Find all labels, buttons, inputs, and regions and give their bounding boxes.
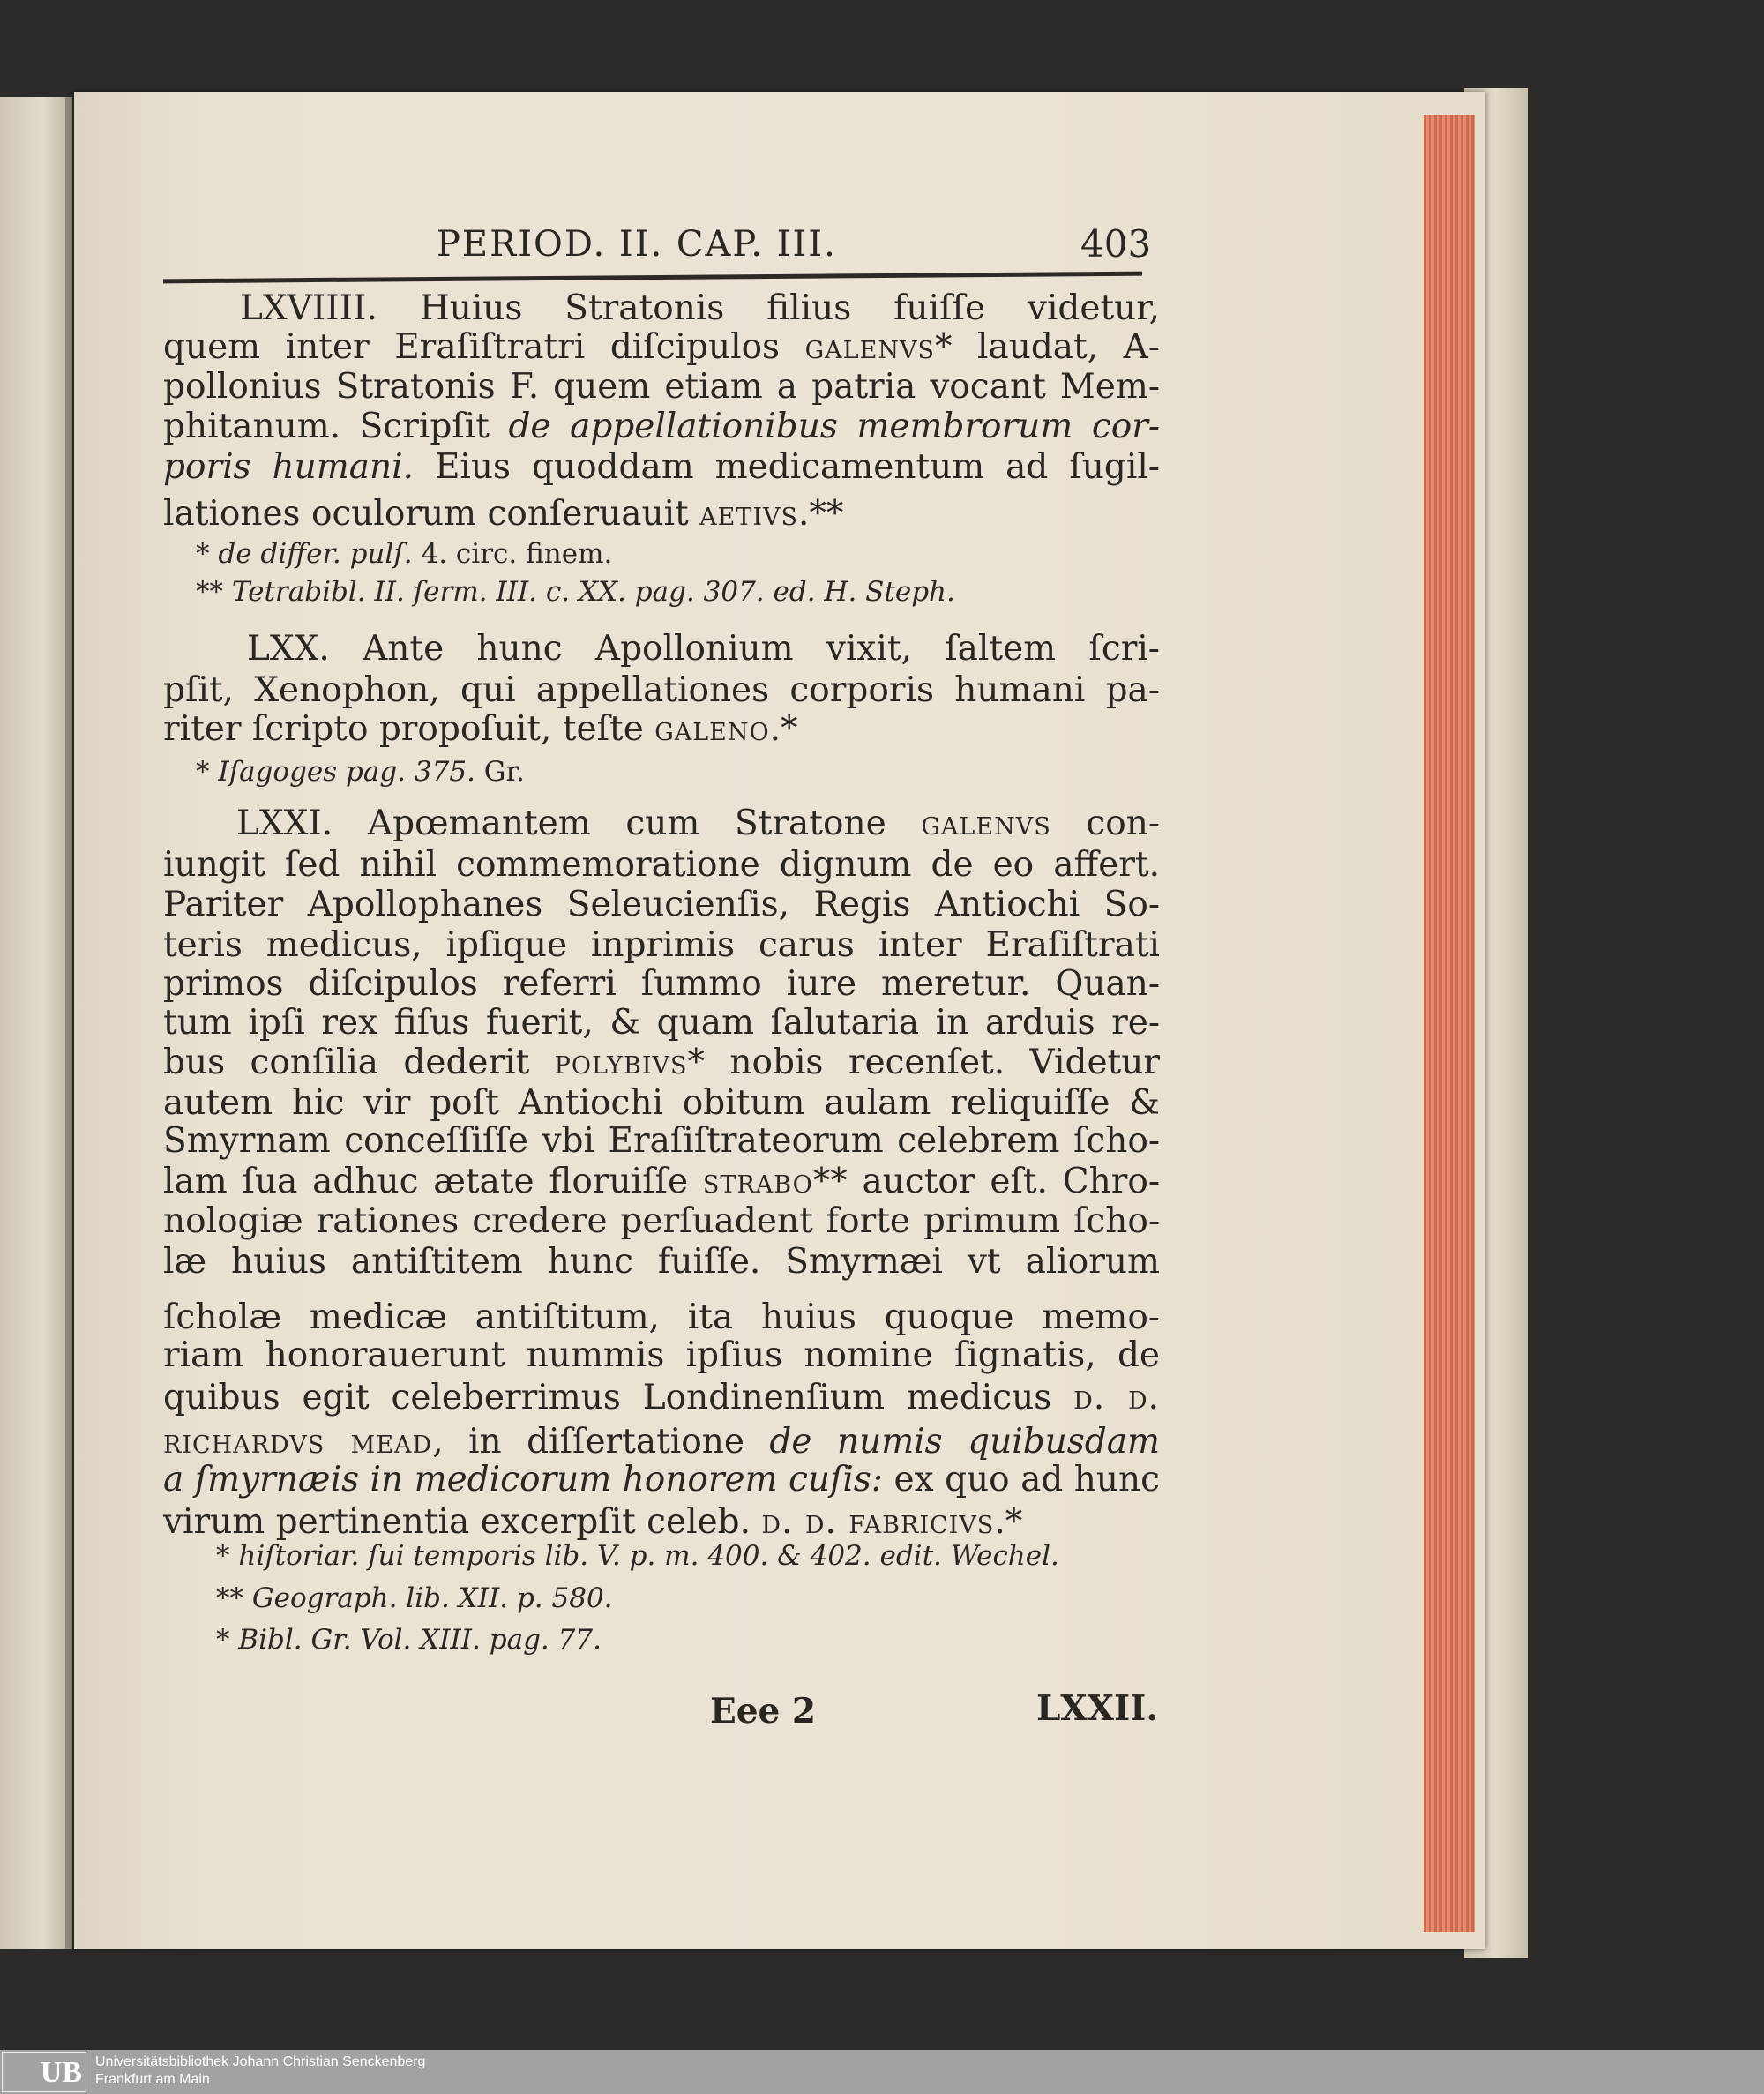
text-segment: , in diſſertatione xyxy=(432,1422,770,1462)
text-segment: LXVIIII. xyxy=(240,288,420,328)
red-page-edges xyxy=(1424,115,1475,1932)
text-segment: riter ſcripto propoſuit, teſte xyxy=(163,709,655,749)
text-segment: de appellationibus membrorum cor- xyxy=(508,407,1160,446)
text-line xyxy=(163,924,1160,968)
text-line xyxy=(163,843,1160,887)
author-name: richardvs mead xyxy=(163,1422,433,1462)
text-segment: phitanum. Scripſit xyxy=(163,407,509,446)
text-segment: lationes oculorum conſeruauit xyxy=(163,494,700,534)
footnote-line xyxy=(196,570,955,614)
author-name: d. d. fabricivs xyxy=(761,1502,995,1542)
text-line xyxy=(163,883,1160,927)
text-segment: virum pertinentia excerpſit celeb. xyxy=(163,1502,762,1542)
library-name: Universitätsbibliothek Johann Christian Senckenberg xyxy=(95,2054,426,2069)
author-name: d. d. xyxy=(1073,1378,1160,1417)
text-line xyxy=(163,1334,1160,1378)
footnote-line xyxy=(216,1534,1059,1578)
text-segment: quibus egit celeberrimus Londinenſium medicus xyxy=(163,1378,1074,1417)
text-segment: iungit ſed nihil commemoratione dignum de eo affert. xyxy=(163,845,1160,885)
text-segment: .* xyxy=(769,709,798,749)
text-segment: pſit, Xenophon, qui appellationes corporis humani pa- xyxy=(163,670,1160,710)
text-segment: * Iſagoges pag. 375. xyxy=(196,756,484,788)
text-segment: Eius quoddam medicamentum ad ſugil- xyxy=(414,447,1160,487)
text-line xyxy=(236,802,1160,846)
text-segment: con- xyxy=(1050,804,1160,843)
text-segment: teris medicus, ipſique inprimis carus inter Eraſiſtrati xyxy=(163,925,1160,965)
text-segment: autem hic vir poſt Antiochi obitum aulam reliquiſſe & xyxy=(163,1083,1160,1123)
text-segment: quem inter Eraſiſtratri diſcipulos xyxy=(163,327,805,367)
text-line xyxy=(163,1119,1160,1163)
text-segment: .** xyxy=(798,494,844,534)
library-logo: UB xyxy=(2,2052,86,2092)
library-footer xyxy=(0,2050,1764,2094)
text-segment: .* xyxy=(994,1502,1023,1542)
text-line xyxy=(163,1376,1160,1420)
text-segment: pollonius Stratonis F. quem etiam a patria vocant Mem- xyxy=(163,367,1160,407)
text-segment: primos diſcipulos referri ſummo iure meretur. Quan- xyxy=(163,964,1160,1004)
text-segment: tum ipſi rex fiſus fuerit, & quam ſalutaria in arduis re- xyxy=(163,1003,1160,1043)
text-segment: * Bibl. Gr. Vol. XIII. pag. 77. xyxy=(216,1624,602,1656)
text-segment: * nobis recenſet. Videtur xyxy=(687,1043,1160,1082)
text-segment: riam honorauerunt nummis ipſius nomine ſignatis, de xyxy=(163,1335,1160,1375)
text-segment: Ante hunc Apollonium vixit, ſaltem ſcri- xyxy=(363,629,1160,669)
text-segment: 4. circ. finem. xyxy=(421,538,613,570)
text-segment: ** auctor eſt. Chro- xyxy=(812,1162,1160,1201)
author-name: galeno xyxy=(654,709,770,749)
text-segment: lam ſua adhuc ætate floruiſſe xyxy=(163,1162,703,1201)
running-title: PERIOD. II. CAP. III. xyxy=(437,224,837,265)
author-name: polybivs xyxy=(554,1043,688,1082)
text-segment: LXX. xyxy=(247,629,363,669)
text-line xyxy=(247,627,1160,671)
footnote-line xyxy=(216,1618,602,1662)
text-line xyxy=(163,365,1160,409)
author-name: galenvs xyxy=(804,327,935,367)
catchword: LXXII. xyxy=(1036,1688,1159,1729)
author-name: aetivs xyxy=(699,494,799,534)
text-segment: Smyrnam conceſſiſſe vbi Eraſiſtrateorum celebrem ſcho- xyxy=(163,1121,1160,1161)
text-segment: Apœmantem cum Stratone xyxy=(367,804,922,843)
text-segment: Pariter Apollophanes Seleucienſis, Regis Antiochi So- xyxy=(163,885,1160,924)
text-segment: ** Geograph. lib. XII. p. 580. xyxy=(216,1582,613,1614)
footnote-line xyxy=(196,750,525,794)
text-segment: bus conſilia dederit xyxy=(163,1043,555,1082)
footnote-line xyxy=(216,1576,613,1620)
library-city: Frankfurt am Main xyxy=(95,2072,210,2087)
text-line xyxy=(163,1458,1160,1502)
text-line xyxy=(163,1041,1160,1085)
text-line xyxy=(163,1240,1160,1284)
text-segment: a ſmyrnæis in medicorum honorem cuſis: xyxy=(163,1460,884,1499)
text-segment: * de differ. pulſ. xyxy=(196,538,422,570)
text-segment: * hiſtoriar. ſui temporis lib. V. p. m. 400. & 402. edit. Wechel. xyxy=(216,1540,1059,1572)
text-line xyxy=(163,445,1160,490)
text-segment: ** Tetrabibl. II. ſerm. III. c. XX. pag. 307. ed. H. Steph. xyxy=(196,576,955,608)
text-line xyxy=(163,669,1160,713)
text-line xyxy=(163,1200,1160,1244)
text-segment: nologiæ rationes credere perſuadent forte primum ſcho- xyxy=(163,1201,1160,1241)
page-number: 403 xyxy=(1080,222,1152,265)
text-line xyxy=(163,962,1160,1006)
text-line xyxy=(163,405,1160,449)
text-line xyxy=(163,325,1160,370)
author-name: galenvs xyxy=(921,804,1051,843)
text-line xyxy=(163,1160,1160,1204)
text-segment: LXXI. xyxy=(236,804,368,843)
text-line xyxy=(240,287,1160,331)
text-line xyxy=(163,707,798,752)
facing-page-edge xyxy=(0,97,72,1949)
signature-mark: Eee 2 xyxy=(710,1691,817,1731)
text-segment: læ huius antiſtitem hunc fuiſſe. Smyrnæi vt aliorum xyxy=(163,1242,1160,1282)
text-segment: poris humani. xyxy=(163,447,414,487)
text-segment: Huius Stratonis filius fuiſſe videtur, xyxy=(419,288,1161,328)
text-segment: ex quo ad hunc xyxy=(883,1460,1161,1499)
text-segment: de numis quibusdam xyxy=(769,1422,1160,1462)
text-segment: ſcholæ medicæ antiſtitum, ita huius quoque memo- xyxy=(163,1298,1160,1337)
text-line xyxy=(163,1001,1160,1045)
text-segment: Gr. xyxy=(483,756,525,788)
text-line xyxy=(163,492,843,536)
text-segment: * laudat, A- xyxy=(934,327,1160,367)
author-name: strabo xyxy=(702,1162,813,1201)
